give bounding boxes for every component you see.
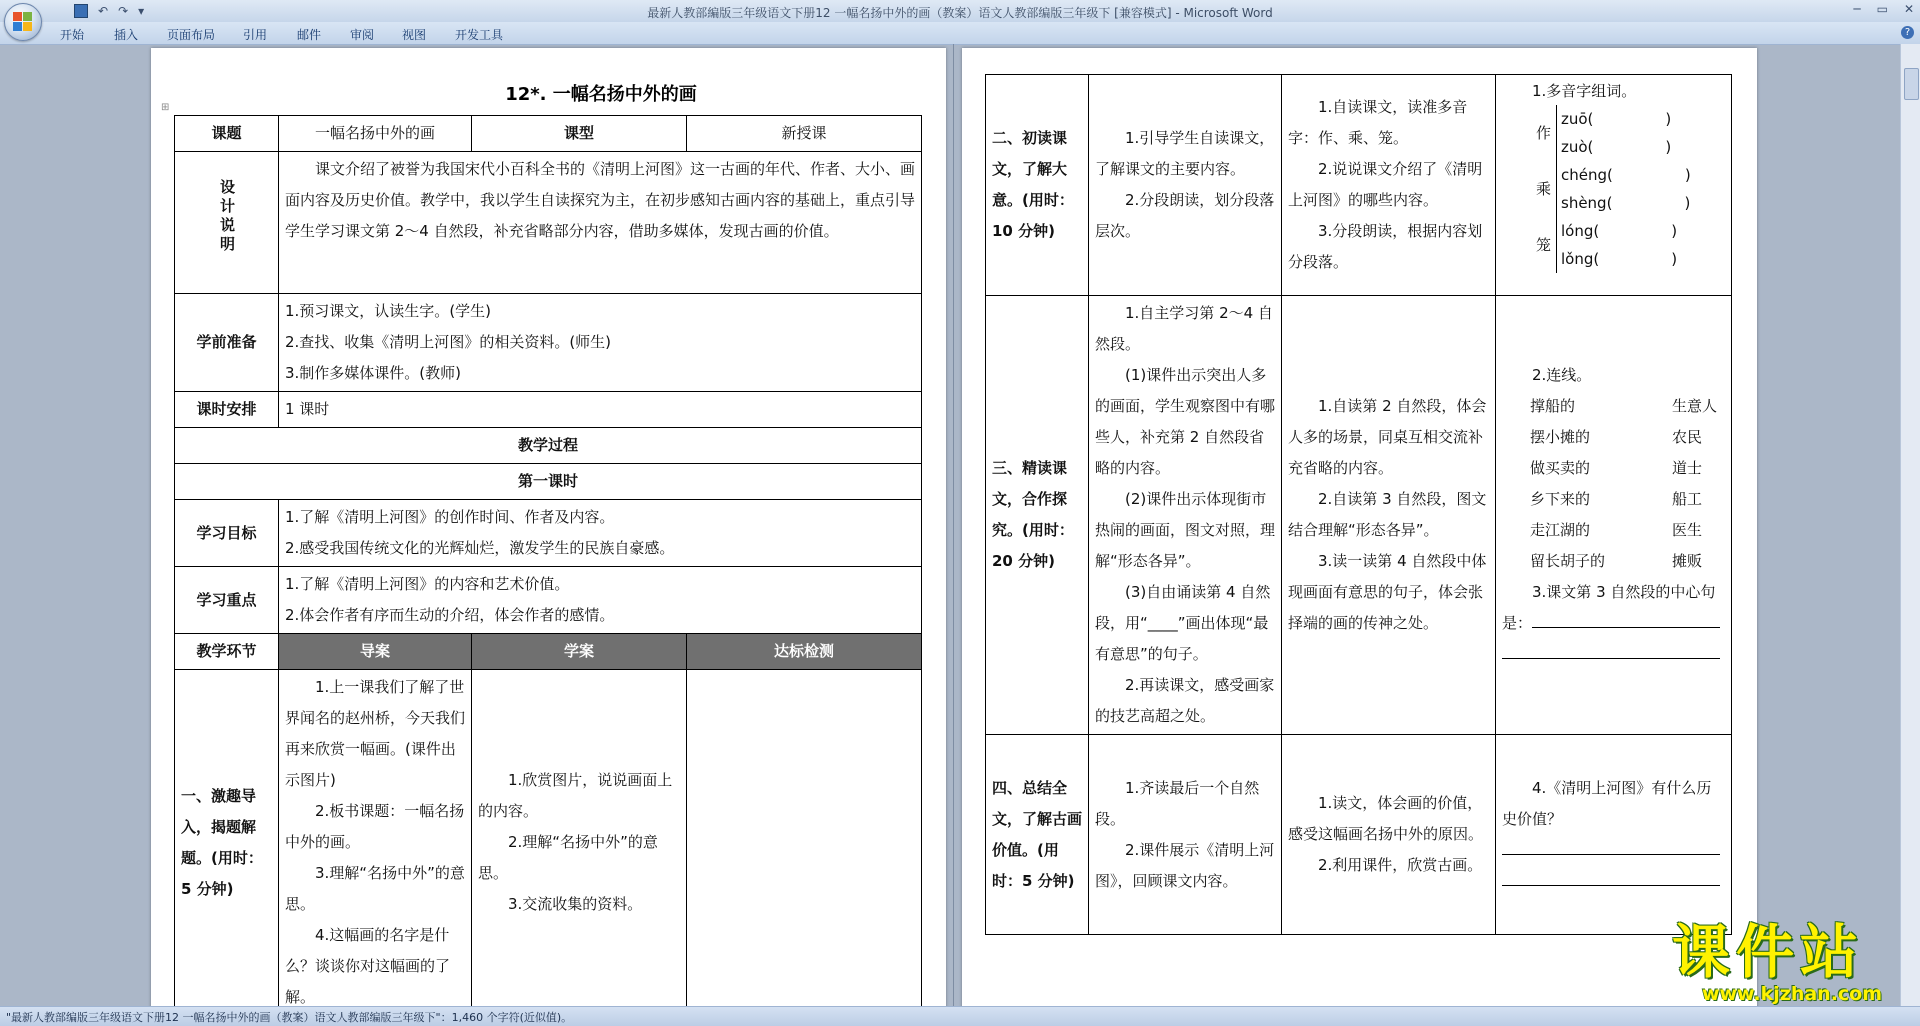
answer-blank-line (1502, 639, 1725, 670)
stage3-name: 三、精读课文，合作探究。(用时：20 分钟) (986, 296, 1089, 735)
polyphone-option (1561, 105, 1671, 133)
stage1-learn-item: 1.欣赏图片，说说画面上的内容。 (478, 771, 673, 820)
col-header-guide: 导案 (279, 634, 472, 670)
polyphone-option (1561, 189, 1691, 217)
stage4-learn-item: 2.利用课件，欣赏古画。 (1318, 856, 1483, 874)
status-bar (0, 1006, 1920, 1026)
polyphone-group (1536, 217, 1725, 273)
stage2-check-title: 1.多音字组词。 (1532, 82, 1637, 100)
stage2-guide-item: 1.引导学生自读课文，了解课文的主要内容。 (1095, 129, 1275, 178)
stage3-guide-item: (1)课件出示突出人多的画面，学生观察图中有哪些人，补充第 2 自然段省略的内容。 (1095, 366, 1276, 477)
match-left-item: 留长胡子的 (1530, 552, 1606, 570)
pinyin: lǒng( (1561, 250, 1600, 268)
window-controls (1853, 2, 1914, 16)
stage1-name: 一、激趣导入，揭题解题。(用时：5 分钟) (175, 670, 279, 1016)
match-exercise (1502, 391, 1725, 577)
time-label: 课时安排 (175, 392, 279, 428)
stage4-check-text: 4.《清明上河图》有什么历史价值？ (1502, 778, 1712, 828)
focus-item: 2.体会作者有序而生动的介绍，体会作者的感情。 (285, 606, 615, 624)
pinyin: zuō( (1561, 110, 1594, 128)
stage3-check-title: 2.连线。 (1532, 366, 1592, 384)
document-page-2 (962, 48, 1757, 1010)
stage4-check (1496, 735, 1732, 935)
match-right-item: 医生 (1671, 521, 1702, 539)
title-bar (0, 0, 1920, 22)
tab-insert[interactable]: 插入 (114, 28, 139, 42)
stage1-check (687, 670, 922, 1016)
bracket-close: ) (1665, 138, 1672, 156)
stage3-guide-item: 2.再读课文，感受画家的技艺高超之处。 (1095, 676, 1275, 725)
lesson-plan-table (174, 115, 922, 1016)
time-value: 1 课时 (279, 392, 922, 428)
match-left-item: 撑船的 (1530, 397, 1576, 415)
stage3-check3 (1502, 577, 1725, 639)
stage2-learn-item: 1.自读课文，读准多音字：作、乘、笼。 (1288, 98, 1468, 147)
stage1-guide-item: 1.上一课我们了解了世界闻名的赵州桥，今天我们再来欣赏一幅画。(课件出示图片) (285, 678, 466, 789)
match-right-item: 生意人 (1671, 397, 1717, 415)
undo-icon[interactable]: ↶ (98, 4, 109, 18)
stage4-guide-item: 1.齐读最后一个自然段。 (1095, 778, 1260, 828)
stage3-check (1496, 296, 1732, 735)
stage1-guide-item: 3.理解“名扬中外”的意思。 (285, 864, 465, 913)
stage1-guide-item: 4.这幅画的名字是什么？谈谈你对这幅画的了解。 (285, 926, 451, 1006)
maximize-icon[interactable]: ▭ (1876, 2, 1888, 16)
stage3-learn-item: 2.自读第 3 自然段，图文结合理解“形态各异”。 (1288, 490, 1487, 539)
match-left-item: 乡下来的 (1530, 490, 1591, 508)
pinyin: shèng( (1561, 194, 1613, 212)
polyphone-options (1556, 161, 1691, 217)
office-logo-icon (13, 12, 33, 32)
stage3-guide-item: (2)课件出示体现街市热闹的画面，图文对照，理解“形态各异”。 (1095, 490, 1276, 570)
lesson-label: 课题 (175, 116, 279, 152)
lesson-plan-table-continued (985, 74, 1732, 935)
stage4-learn (1282, 735, 1496, 935)
tab-mailings[interactable]: 邮件 (297, 28, 322, 42)
stage1-learn (472, 670, 687, 1016)
stage2-guide-item: 2.分段朗读，划分段落层次。 (1095, 191, 1275, 240)
office-button[interactable] (4, 3, 42, 41)
type-label: 课型 (472, 116, 687, 152)
match-right-column (1672, 391, 1717, 577)
stage3-guide (1089, 296, 1282, 735)
design-text: 课文介绍了被誉为我国宋代小百科全书的《清明上河图》这一古画的年代、作者、大小、画面内容及历史价值。教学中，我以学生自读探究为主，在初步感知古画内容的基础上，重点引导学生学习课文第 2～4 自然段，补充省略部分内容，借助多媒体，发现古画的价值。 (279, 152, 922, 294)
stage2-learn-item: 2.说说课文介绍了《清明上河图》的哪些内容。 (1288, 160, 1483, 209)
stage2-name: 二、初读课文，了解大意。(用时：10 分钟) (986, 75, 1089, 296)
stage3-guide-item: 1.自主学习第 2～4 自然段。 (1095, 304, 1273, 353)
tab-home[interactable]: 开始 (60, 28, 85, 42)
stage4-learn-item: 1.读文，体会画的价值，感受这幅画名扬中外的原因。 (1288, 794, 1484, 843)
goal-label: 学习目标 (175, 500, 279, 567)
process-label: 教学过程 (175, 428, 922, 464)
status-text: "最新人教部编版三年级语文下册12 一幅名扬中外的画（教案）语文人教部编版三年级下"：1,460 个字符(近似值)。 (6, 1011, 573, 1024)
scrollbar-thumb[interactable] (1904, 68, 1919, 100)
answer-blank-line (1502, 866, 1725, 897)
minimize-icon[interactable]: ─ (1853, 2, 1861, 16)
pinyin: zuò( (1561, 138, 1594, 156)
stage3-learn-item: 1.自读第 2 自然段，体会人多的场景，同桌互相交流补充省略的内容。 (1288, 397, 1487, 477)
tab-review[interactable]: 审阅 (350, 28, 375, 42)
polyphone-option (1561, 161, 1691, 189)
match-left-item: 摆小摊的 (1530, 428, 1591, 446)
stage4-guide (1089, 735, 1282, 935)
tab-references[interactable]: 引用 (243, 28, 268, 42)
table-move-handle-icon[interactable]: ⊞ (161, 102, 170, 113)
goal-item: 1.了解《清明上河图》的创作时间、作者及内容。 (285, 508, 615, 526)
match-right-item: 道士 (1671, 459, 1702, 477)
match-right-item: 农民 (1671, 428, 1702, 446)
prep-label: 学前准备 (175, 294, 279, 392)
polyphone-option (1561, 245, 1677, 273)
help-icon[interactable]: ? (1901, 26, 1914, 39)
watermark-logo (1672, 918, 1912, 1005)
redo-icon[interactable]: ↷ (118, 4, 129, 18)
ribbon-tabs (0, 22, 1920, 45)
polyphone-char: 乘 (1536, 180, 1552, 198)
polyphone-char: 笼 (1536, 236, 1552, 254)
tab-developer[interactable]: 开发工具 (455, 28, 504, 42)
stage1-learn-item: 3.交流收集的资料。 (508, 895, 643, 913)
stage1-guide-item: 2.板书课题：一幅名扬中外的画。 (285, 802, 465, 851)
goal-item: 2.感受我国传统文化的光辉灿烂，激发学生的民族自豪感。 (285, 539, 675, 557)
prep-list (279, 294, 922, 392)
close-icon[interactable]: ✕ (1903, 2, 1914, 16)
focus-label: 学习重点 (175, 567, 279, 634)
stage2-learn (1282, 75, 1496, 296)
polyphone-group (1536, 161, 1725, 217)
answer-blank (1502, 838, 1720, 855)
tab-page-layout[interactable]: 页面布局 (167, 28, 216, 42)
bracket-close: ) (1684, 194, 1691, 212)
watermark-url: www.kjzhan.com (1701, 983, 1883, 1005)
match-right-item: 船工 (1671, 490, 1702, 508)
vertical-scrollbar[interactable] (1900, 44, 1920, 1008)
prep-item: 2.查找、收集《清明上河图》的相关资料。(师生) (285, 333, 612, 351)
design-label: 设计说明 (218, 179, 236, 255)
stage4-guide-item: 2.课件展示《清明上河图》，回顾课文内容。 (1095, 840, 1275, 890)
answer-blank (1502, 642, 1720, 659)
design-label-cell (175, 152, 279, 294)
answer-blank-line (1502, 835, 1725, 866)
prep-item: 3.制作多媒体课件。(教师) (285, 364, 462, 382)
match-right-item: 摊贩 (1671, 552, 1702, 570)
stage2-guide (1089, 75, 1282, 296)
tab-view[interactable]: 视图 (402, 28, 427, 42)
answer-blank (1532, 611, 1720, 628)
stage2-check (1496, 75, 1732, 296)
window-title: 最新人教部編版三年级语文下册12 一幅名扬中外的画（教案）语文人教部编版三年级下 [兼容模式] - Microsoft Word (647, 6, 1273, 20)
stage3-learn (1282, 296, 1496, 735)
stage1-learn-item: 2.理解“名扬中外”的意思。 (478, 833, 658, 882)
polyphone-option (1561, 217, 1677, 245)
bracket-close: ) (1671, 222, 1678, 240)
focus-item: 1.了解《清明上河图》的内容和艺术价值。 (285, 575, 570, 593)
type-value: 新授课 (687, 116, 922, 152)
match-left-item: 走江湖的 (1530, 521, 1591, 539)
match-left-item: 做买卖的 (1530, 459, 1591, 477)
stage4-name: 四、总结全文，了解古画价值。(用时：5 分钟) (986, 735, 1089, 935)
watermark-brand: 课件站 (1672, 918, 1865, 986)
lesson-value: 一幅名扬中外的画 (279, 116, 472, 152)
stage1-guide (279, 670, 472, 1016)
bracket-close: ) (1665, 110, 1672, 128)
pinyin: chéng( (1561, 166, 1613, 184)
qat-dropdown-icon[interactable]: ▾ (138, 4, 145, 18)
document-title: 12*. 一幅名扬中外的画 (505, 84, 697, 105)
polyphone-options (1556, 217, 1677, 273)
polyphone-options (1556, 105, 1671, 161)
answer-blank (1502, 869, 1720, 886)
polyphone-group (1536, 105, 1725, 161)
stage3-check3-text: 3.课文第 3 自然段的中心句是： (1502, 583, 1716, 632)
stage3-guide-item: (3)自由诵读第 4 自然段，用“____”画出体现“最有意思”的句子。 (1095, 583, 1271, 663)
document-page-1 (151, 48, 946, 1010)
pinyin: lóng( (1561, 222, 1600, 240)
stage2-learn-item: 3.分段朗读，根据内容划分段落。 (1288, 222, 1483, 271)
col-header-stage: 教学环节 (175, 634, 279, 670)
bracket-close: ) (1671, 250, 1678, 268)
bracket-close: ) (1684, 166, 1691, 184)
first-lesson-label: 第一课时 (175, 464, 922, 500)
polyphone-option (1561, 133, 1671, 161)
col-header-check: 达标检测 (687, 634, 922, 670)
focus-list (279, 567, 922, 634)
stage3-learn-item: 3.读一读第 4 自然段中体现画面有意思的句子，体会张择端的画的传神之处。 (1288, 552, 1487, 632)
goal-list (279, 500, 922, 567)
match-left-column (1530, 391, 1605, 577)
split-divider[interactable] (953, 44, 954, 1016)
col-header-learn: 学案 (472, 634, 687, 670)
polyphone-char: 作 (1536, 124, 1552, 142)
prep-item: 1.预习课文，认读生字。(学生) (285, 302, 492, 320)
